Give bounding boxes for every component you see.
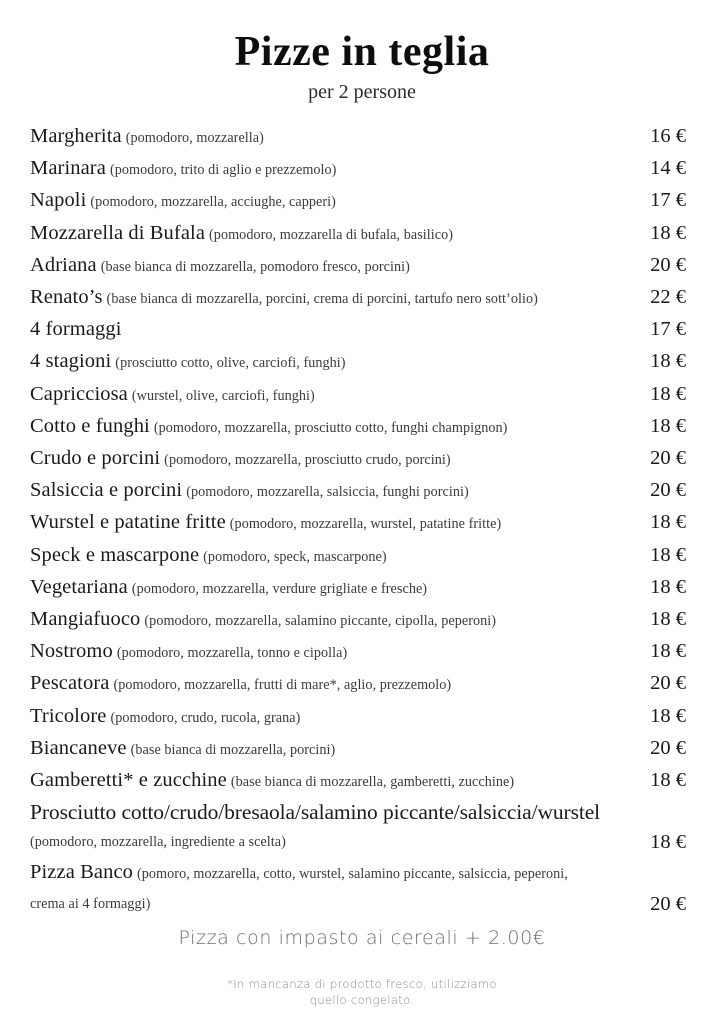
menu-item-name: Gamberetti* e zucchine: [30, 769, 227, 792]
menu-item-name: Prosciutto cotto/crudo/bresaola/salamino piccante/salsiccia/wurstel: [30, 800, 601, 825]
menu-item-price: 17 €: [650, 318, 686, 341]
menu-item-description: (pomodoro, mozzarella, ingrediente a scelta): [30, 834, 286, 851]
menu-item-name: 4 formaggi: [30, 318, 122, 341]
menu-item-row: [30, 218, 686, 250]
menu-item-description: (pomodoro, mozzarella, salamino piccante, cipolla, peperoni): [144, 613, 497, 630]
menu-item-row: [30, 282, 686, 314]
menu-item-price: 18 €: [650, 543, 686, 566]
menu-item-price: 18 €: [650, 704, 686, 727]
menu-item-description: (pomodoro, speck, mascarpone): [203, 548, 387, 565]
menu-item-row: [30, 572, 686, 604]
menu-item-row: [30, 475, 686, 507]
frozen-product-disclaimer: [0, 976, 724, 1008]
menu-header: [0, 0, 724, 104]
menu-item-name: Nostromo: [30, 640, 113, 663]
menu-footer: [0, 926, 724, 1008]
menu-item-price: 18 €: [650, 640, 686, 663]
menu-item-name: Marinara: [30, 157, 106, 180]
menu-item-description-line: [30, 889, 686, 919]
menu-subtitle: per 2 persone: [308, 81, 416, 103]
menu-item-name: Wurstel e patatine fritte: [30, 511, 226, 534]
menu-item-name: Mangiafuoco: [30, 608, 141, 631]
menu-item-price: 18 €: [650, 769, 686, 792]
menu-item-name: Pescatora: [30, 672, 110, 695]
menu-item-price: 20 €: [650, 447, 686, 470]
menu-item-first-line: [30, 857, 686, 889]
menu-item-description: (pomodoro, crudo, rucola, grana): [110, 709, 301, 726]
menu-item-row: [30, 443, 686, 475]
menu-item-price: 18 €: [650, 221, 686, 244]
menu-item-row: [30, 411, 686, 443]
menu-item-row: [30, 540, 686, 572]
menu-item-price: 17 €: [650, 189, 686, 212]
menu-item-price: 18 €: [650, 608, 686, 631]
menu-item-description: (base bianca di mozzarella, gamberetti, zucchine): [230, 774, 515, 791]
menu-item-row: [30, 507, 686, 539]
menu-item-row: [30, 765, 686, 797]
menu-item-name: Cotto e funghi: [30, 414, 150, 437]
menu-item-price: 20 €: [650, 479, 686, 502]
menu-item-row: [30, 185, 686, 217]
menu-item-row: [30, 121, 686, 153]
menu-item-name: 4 stagioni: [30, 350, 112, 373]
menu-item-row: [30, 153, 686, 185]
menu-item-description: (prosciutto cotto, olive, carciofi, funghi): [115, 355, 346, 372]
menu-item-price: 20 €: [650, 672, 686, 695]
menu-item-description: (pomodoro, mozzarella, verdure grigliate e fresche): [131, 580, 428, 597]
menu-item-price: 20 €: [650, 253, 686, 276]
menu-item-price: 18 €: [650, 350, 686, 373]
menu-item-description: (pomodoro, mozzarella, salsiccia, funghi porcini): [186, 484, 469, 501]
menu-item-price: 14 €: [650, 157, 686, 180]
menu-item-price: 22 €: [650, 286, 686, 309]
menu-item-name: Crudo e porcini: [30, 447, 161, 470]
menu-item-name: Adriana: [30, 253, 97, 276]
menu-item-row-banco: [30, 857, 686, 919]
menu-item-row: [30, 701, 686, 733]
menu-item-description-line: [30, 827, 686, 857]
menu-item-description: (pomodoro, mozzarella di bufala, basilico): [209, 226, 454, 243]
menu-item-price: 16 €: [650, 125, 686, 147]
menu-item-description: (pomodoro, trito di aglio e prezzemolo): [109, 162, 337, 179]
menu-item-description: (base bianca di mozzarella, pomodoro fresco, porcini): [100, 258, 410, 275]
menu-item-name: Margherita: [30, 125, 122, 147]
menu-item-description: (base bianca di mozzarella, porcini, crema di porcini, tartufo nero sott’olio): [106, 291, 538, 308]
menu-item-description: (pomodoro, mozzarella, tonno e cipolla): [116, 645, 348, 662]
menu-item-description: (pomodoro, mozzarella, acciughe, capperi): [90, 194, 336, 211]
menu-item-description: (pomodoro, mozzarella, frutti di mare*, aglio, prezzemolo): [113, 677, 452, 694]
disclaimer-line-2: quello congelato.: [309, 993, 415, 1007]
menu-item-row: [30, 668, 686, 700]
menu-item-row: [30, 379, 686, 411]
menu-item-description: (pomodoro, mozzarella, prosciutto crudo, porcini): [164, 452, 451, 469]
menu-item-price: 18 €: [650, 414, 686, 437]
menu-item-price: 20 €: [650, 893, 686, 916]
menu-item-price: 18 €: [650, 831, 686, 854]
menu-item-row: [30, 733, 686, 765]
menu-item-row: [30, 636, 686, 668]
menu-item-description: (pomodoro, mozzarella): [125, 130, 264, 146]
menu-item-name: Speck e mascarpone: [30, 543, 200, 566]
menu-item-name: Mozzarella di Bufala: [30, 221, 206, 244]
menu-item-price: 18 €: [650, 575, 686, 598]
menu-item-row: [30, 250, 686, 282]
menu-item-description: (pomoro, mozzarella, cotto, wurstel, salamino piccante, salsiccia, peperoni,: [137, 866, 568, 883]
menu-item-row-wide: [30, 797, 686, 857]
menu-item-row: [30, 346, 686, 378]
page-title: Pizze in teglia: [234, 29, 490, 75]
menu-item-row: [30, 314, 686, 346]
menu-item-name: Pizza Banco: [30, 861, 133, 884]
cereal-dough-note: Pizza con impasto ai cereali + 2.00€: [178, 927, 546, 949]
menu-item-list: [0, 121, 724, 919]
menu-item-name: Vegetariana: [30, 575, 128, 598]
disclaimer-line-1: *In mancanza di prodotto fresco, utilizziamo: [227, 977, 497, 991]
menu-item-row: [30, 604, 686, 636]
menu-item-name: Salsiccia e porcini: [30, 479, 183, 502]
menu-item-name: Biancaneve: [30, 736, 127, 759]
menu-item-price: 18 €: [650, 382, 686, 405]
menu-item-name: Tricolore: [30, 704, 107, 727]
menu-item-description-continued: crema ai 4 formaggi): [30, 896, 151, 913]
menu-item-name: Napoli: [30, 189, 87, 212]
menu-item-name: Renato’s: [30, 286, 103, 309]
menu-item-price: 20 €: [650, 736, 686, 759]
menu-item-description: (pomodoro, mozzarella, prosciutto cotto, funghi champignon): [153, 419, 508, 436]
menu-item-name: Capricciosa: [30, 382, 128, 405]
menu-item-price: 18 €: [650, 511, 686, 534]
menu-item-description: (base bianca di mozzarella, porcini): [130, 741, 336, 758]
menu-item-description: (pomodoro, mozzarella, wurstel, patatine fritte): [229, 516, 502, 533]
menu-item-description: (wurstel, olive, carciofi, funghi): [131, 387, 315, 404]
